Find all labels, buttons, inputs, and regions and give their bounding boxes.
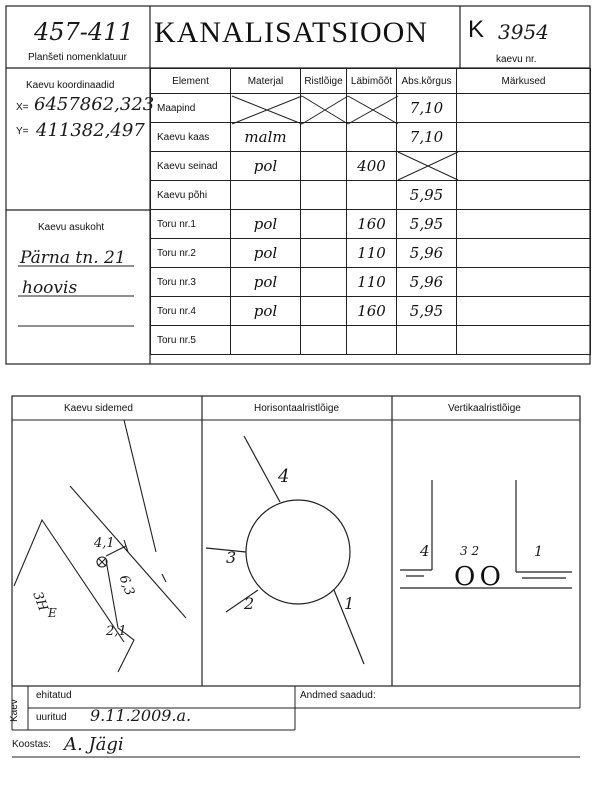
row-diameter: [347, 326, 397, 355]
table-header-row: [151, 69, 591, 94]
row-notes: [457, 152, 591, 181]
row-material: [231, 94, 301, 123]
row-element: Toru nr.1: [151, 210, 231, 239]
pipe-circles-icon: O O: [454, 562, 499, 592]
built-label: ehitatud: [36, 690, 72, 701]
row-diameter: [347, 94, 397, 123]
row-material: pol: [231, 297, 301, 326]
x-coordinate-label: X=: [16, 102, 29, 113]
row-section: [301, 152, 347, 181]
row-notes: [457, 123, 591, 152]
row-material: [231, 181, 301, 210]
row-elevation: 5,95: [397, 297, 457, 326]
row-section: [301, 268, 347, 297]
row-diameter: 160: [347, 297, 397, 326]
table-row: [151, 181, 591, 210]
row-element: Kaevu kaas: [151, 123, 231, 152]
surveyed-date: 9.11.2009.a.: [90, 706, 192, 725]
column-header: Element: [151, 69, 231, 94]
row-elevation: [397, 326, 457, 355]
vertical-pipe-1: 1: [534, 544, 543, 560]
row-notes: [457, 181, 591, 210]
coordinates-label: Kaevu koordinaadid: [26, 80, 115, 91]
well-number-label: kaevu nr.: [496, 54, 537, 65]
column-header: Märkused: [457, 69, 591, 94]
well-side-label: Kaev: [9, 699, 20, 722]
row-element: Toru nr.4: [151, 297, 231, 326]
table-row: [151, 210, 591, 239]
row-elevation: 5,96: [397, 268, 457, 297]
row-section: [301, 123, 347, 152]
well-elements-table: [150, 68, 591, 355]
vertical-section-title: Vertikaalristlõige: [448, 403, 521, 414]
nomenclature-value: 457-411: [34, 18, 134, 46]
row-element: Kaevu põhi: [151, 181, 231, 210]
vertical-pipe-4: 4: [420, 542, 430, 560]
row-section: [301, 239, 347, 268]
row-material: malm: [231, 123, 301, 152]
data-source-label: Andmed saadud:: [300, 690, 376, 701]
table-row: [151, 297, 591, 326]
row-elevation: 5,95: [397, 210, 457, 239]
links-sketch-title: Kaevu sidemed: [64, 403, 133, 414]
row-notes: [457, 297, 591, 326]
row-material: pol: [231, 268, 301, 297]
column-header: Materjal: [231, 69, 301, 94]
row-element: Toru nr.5: [151, 326, 231, 355]
table-row: [151, 152, 591, 181]
well-prefix: K: [468, 16, 485, 43]
table-row: [151, 123, 591, 152]
location-line-2: hoovis: [22, 278, 78, 298]
row-element: Toru nr.2: [151, 239, 231, 268]
links-dim-a: 4,1: [94, 536, 115, 551]
row-diameter: 160: [347, 210, 397, 239]
author-label: Koostas:: [12, 739, 51, 750]
horizontal-pipe-3: 3: [226, 548, 237, 567]
row-elevation: 5,95: [397, 181, 457, 210]
row-diameter: [347, 181, 397, 210]
row-notes: [457, 326, 591, 355]
location-line-1: Pärna tn. 21: [20, 248, 126, 268]
row-material: pol: [231, 239, 301, 268]
table-row: [151, 268, 591, 297]
row-diameter: 400: [347, 152, 397, 181]
author-signature: A. Jägi: [64, 734, 124, 755]
links-dim-b: 6,3: [115, 573, 137, 598]
horizontal-section-title: Horisontaalristlõige: [254, 403, 340, 414]
surveyed-label: uuritud: [36, 712, 67, 723]
row-elevation: [397, 152, 457, 181]
row-elevation: 7,10: [397, 94, 457, 123]
row-element: Maapind: [151, 94, 231, 123]
row-notes: [457, 268, 591, 297]
location-label: Kaevu asukoht: [38, 222, 105, 233]
page-title: KANALISATSIOON: [154, 16, 428, 49]
column-header: Ristlõige: [301, 69, 347, 94]
x-coordinate-value: 6457862,323: [34, 94, 155, 115]
row-notes: [457, 239, 591, 268]
horizontal-pipe-2: 2: [244, 594, 255, 613]
row-section: [301, 210, 347, 239]
row-element: Toru nr.3: [151, 268, 231, 297]
row-material: pol: [231, 152, 301, 181]
well-number: 3954: [498, 20, 549, 44]
row-notes: [457, 94, 591, 123]
row-section: [301, 297, 347, 326]
table-row: [151, 239, 591, 268]
vertical-pipes-3-2: 3 2: [460, 544, 480, 558]
column-header: Läbimõõt: [347, 69, 397, 94]
row-material: [231, 326, 301, 355]
row-section: [301, 181, 347, 210]
horizontal-pipe-1: 1: [344, 594, 355, 613]
y-coordinate-value: 411382,497: [36, 120, 145, 141]
table-row: [151, 326, 591, 355]
row-elevation: 5,96: [397, 239, 457, 268]
building-label: 3H: [29, 589, 51, 614]
row-material: pol: [231, 210, 301, 239]
row-element: Kaevu seinad: [151, 152, 231, 181]
row-notes: [457, 210, 591, 239]
links-dim-c: 2,1: [106, 624, 127, 639]
row-section: [301, 326, 347, 355]
column-header: Abs.kõrgus: [397, 69, 457, 94]
table-row: [151, 94, 591, 123]
row-diameter: 110: [347, 268, 397, 297]
row-elevation: 7,10: [397, 123, 457, 152]
y-coordinate-label: Y=: [16, 126, 29, 137]
row-section: [301, 94, 347, 123]
horizontal-pipe-4: 4: [278, 466, 290, 487]
building-sub-label: E: [48, 606, 57, 620]
row-diameter: [347, 123, 397, 152]
row-diameter: 110: [347, 239, 397, 268]
nomenclature-label: Planšeti nomenklatuur: [28, 52, 127, 63]
